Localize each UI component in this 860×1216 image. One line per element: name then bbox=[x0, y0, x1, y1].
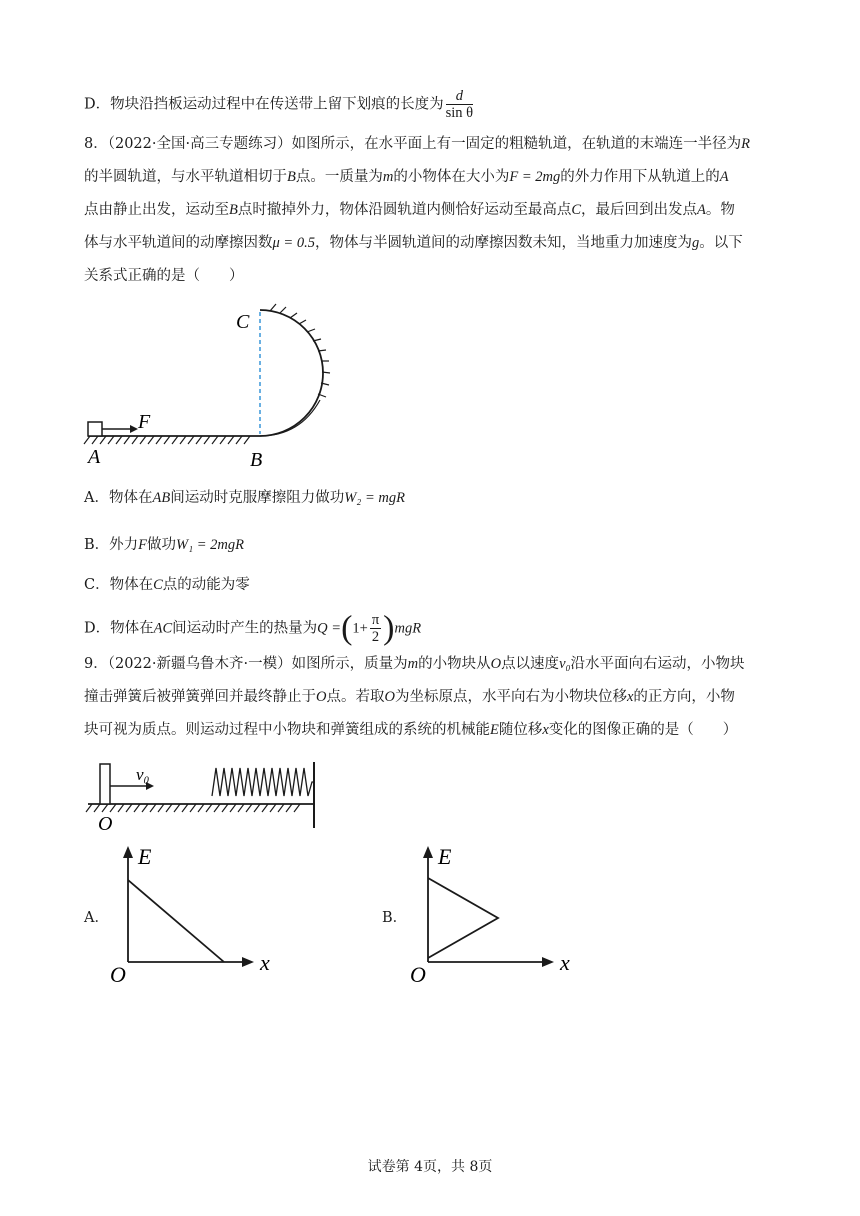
y-axis-arrow bbox=[123, 846, 133, 858]
q8-option-a: A．物体在AB间运动时克服摩擦阻力做功W₂ = mgR bbox=[84, 490, 405, 506]
fraction-d-over-sin-theta: $\frac{d}{\text{sin θ}}$ bbox=[445, 88, 474, 121]
q8-option-d: D．物体在AC间运动时产生的热量为Q =(1+ $\frac{\pi}{2}$ )mgR bbox=[84, 609, 422, 647]
label-C: C bbox=[236, 311, 250, 333]
q9-line-2: 撞击弹簧后被弹簧弹回并最终静止于O点。若取O为坐标原点，水平向右为小物块位移x的正方向，小物 bbox=[84, 689, 735, 705]
label-B: B bbox=[250, 449, 263, 471]
ground-hatching bbox=[86, 804, 300, 812]
q8-line-3: 点由静止出发，运动至B点时撤掉外力，物体沿圆轨道内侧恰好运动至最高点C，最后回到出发点A。物 bbox=[84, 202, 735, 218]
q8-option-c: C．物体在C点的动能为零 bbox=[84, 577, 250, 593]
q8-track-figure bbox=[80, 300, 360, 480]
semicircle-track bbox=[260, 310, 323, 436]
graph-a-line bbox=[128, 880, 224, 962]
semicircle-hatching bbox=[270, 304, 330, 397]
graph-b-origin-label: O bbox=[410, 962, 426, 987]
x-axis-arrow bbox=[542, 957, 554, 967]
x-axis-arrow bbox=[242, 957, 254, 967]
fraction-pi-over-2: $\frac{\pi}{2}$ bbox=[371, 612, 380, 645]
graph-a-axis-y-label: E bbox=[138, 844, 152, 869]
block bbox=[88, 422, 102, 436]
spring bbox=[212, 768, 314, 796]
q8-line-5: 关系式正确的是（ ） bbox=[84, 268, 244, 284]
graph-b-option-label: B． bbox=[382, 910, 408, 926]
q9-line-3: 块可视为质点。则运动过程中小物块和弹簧组成的系统的机械能E随位移x变化的图像正确的是（ ） bbox=[84, 722, 738, 738]
graph-a-option-label: A． bbox=[84, 910, 109, 926]
q7-option-d: D．物块沿挡板运动过程中在传送带上留下划痕的长度为 $\frac{d}{\text{sin θ}}$ bbox=[84, 88, 474, 121]
force-arrow-head bbox=[130, 425, 138, 433]
q8-line-2: 的半圆轨道，与水平轨道相切于B点。一质量为m的小物体在大小为F = 2mg的外力作用下从轨道上的A bbox=[84, 169, 729, 185]
q8-line-1: 8．（2022·全国·高三专题练习）如图所示，在水平面上有一固定的粗糙轨道，在轨道的末端连一半径为R bbox=[84, 136, 750, 152]
page-footer: 试卷第 4页，共 8页 bbox=[367, 1159, 493, 1175]
label-O: O bbox=[98, 813, 113, 835]
graph-b-axis-x-label: x bbox=[560, 950, 570, 975]
graph-a-axis-x-label: x bbox=[260, 950, 270, 975]
q9-line-1: 9．（2022·新疆乌鲁木齐·一模）如图所示，质量为m的小物块从O点以速度v₀沿水平面向右运动，小物块 bbox=[84, 656, 745, 672]
block bbox=[100, 764, 110, 804]
ground-hatching bbox=[84, 436, 260, 444]
y-axis-arrow bbox=[423, 846, 433, 858]
label-v0: v₀ bbox=[136, 765, 150, 784]
graph-b-axis-y-label: E bbox=[438, 844, 452, 869]
label-A: A bbox=[88, 446, 101, 468]
graph-a bbox=[104, 842, 284, 992]
graph-b bbox=[404, 842, 584, 992]
label-F: F bbox=[138, 411, 151, 433]
graph-a-origin-label: O bbox=[110, 962, 126, 987]
graph-b-line bbox=[428, 878, 498, 958]
q8-line-4: 体与水平轨道间的动摩擦因数μ = 0.5，物体与半圆轨道间的动摩擦因数未知，当地重力加速度为g。以下 bbox=[84, 235, 743, 251]
q8-option-b: B．外力F做功W₁ = 2mgR bbox=[84, 537, 244, 553]
q9-spring-figure bbox=[84, 760, 334, 840]
